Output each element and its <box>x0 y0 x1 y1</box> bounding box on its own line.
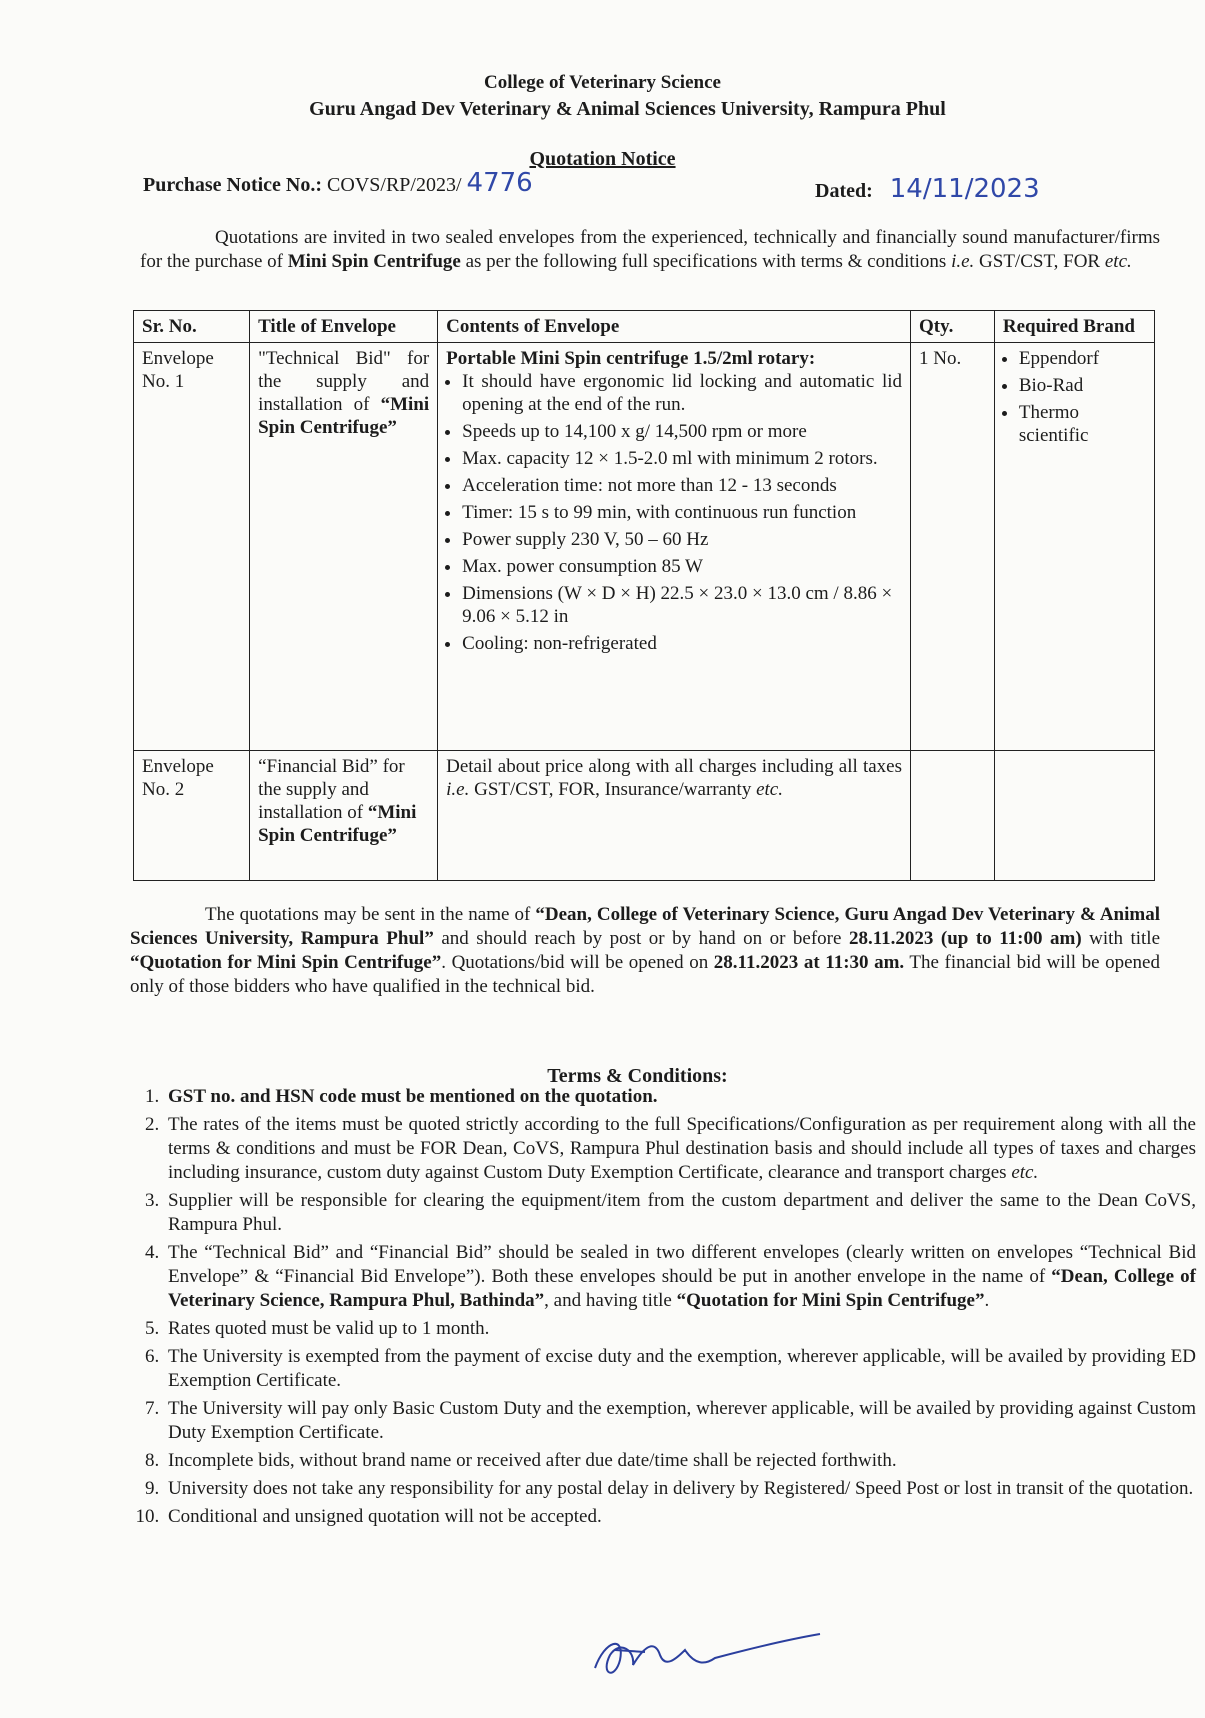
list-item: • Max. capacity 12 × 1.5-2.0 ml with minimum 2 rotors. <box>462 447 902 470</box>
table-header-row <box>134 311 1155 343</box>
para-text: The quotations may be sent in the name of <box>205 904 536 925</box>
list-item: 9. University does not take any responsibility for any postal delay in delivery by Registered/ Speed Post or lost in transit of the quotation. <box>164 1477 1196 1501</box>
row2-content-text-2: GST/CST, FOR, Insurance/warranty <box>469 779 757 800</box>
list-item: 3. Supplier will be responsible for clearing the equipment/item from the custom department and deliver the same to the Dean CoVS, Rampura Phul. <box>164 1189 1196 1237</box>
row2-content-text: Detail about price along with all charges including all taxes <box>446 756 903 777</box>
para-text-5: The financial bid will be opened only of those bidders who have qualified in the technical bid. <box>130 952 1160 997</box>
row2-sr: Envelope No. 2 <box>134 751 250 881</box>
list-item: • Cooling: non-refrigerated <box>462 632 902 655</box>
submission-paragraph <box>130 903 1160 999</box>
header-contents: Contents of Envelope <box>438 311 911 343</box>
row1-qty: 1 No. <box>911 343 995 751</box>
para-opening: 28.11.2023 at 11:30 am. <box>713 952 905 973</box>
para-text-3: with title <box>1081 928 1160 949</box>
date-line <box>815 174 1040 204</box>
list-item: 8. Incomplete bids, without brand name or received after due date/time shall be rejected forthwith. <box>164 1449 1196 1473</box>
row1-title <box>250 343 438 751</box>
row2-qty <box>911 751 995 881</box>
college-name: College of Veterinary Science <box>484 72 721 93</box>
university-name: Guru Angad Dev Veterinary & Animal Sciences University, Rampura Phul <box>309 98 946 120</box>
para-text-4: . Quotations/bid will be opened on <box>441 952 714 973</box>
list-item <box>164 1113 1196 1185</box>
list-item: • Max. power consumption 85 W <box>462 555 902 578</box>
row2-contents <box>438 751 911 881</box>
row1-brands <box>994 343 1154 751</box>
brand-list <box>1003 347 1146 447</box>
list-item: • Eppendorf <box>1019 347 1146 370</box>
intro-ie: i.e. <box>951 251 975 272</box>
terms-title: Terms & Conditions: <box>547 1065 728 1087</box>
specification-table <box>133 310 1155 881</box>
list-item: • Thermo scientific <box>1019 401 1146 447</box>
list-item: 5. Rates quoted must be valid up to 1 month. <box>164 1317 1196 1341</box>
list-item <box>164 1241 1196 1313</box>
row1-content-heading: Portable Mini Spin centrifuge 1.5/2ml rotary: <box>446 348 816 369</box>
handwritten-notice-number: 4776 <box>466 168 533 198</box>
term-1: GST no. and HSN code must be mentioned on the quotation. <box>168 1086 658 1107</box>
row1-sr: Envelope No. 1 <box>134 343 250 751</box>
header-qty: Qty. <box>911 311 995 343</box>
term-4: The “Technical Bid” and “Financial Bid” should be sealed in two different envelopes (clearly written on envelopes “Technical Bid Envelope” & “Financial Bid Envelope”). Both these envelopes should be put in another envelope in the name of <box>168 1242 1196 1287</box>
spec-list <box>446 370 902 655</box>
header-brand: Required Brand <box>994 311 1154 343</box>
list-item: • Power supply 230 V, 50 – 60 Hz <box>462 528 902 551</box>
letterhead <box>0 70 1205 122</box>
intro-etc: etc. <box>1104 251 1132 272</box>
row1-title-text: "Technical Bid" for the supply and installation of <box>258 348 430 415</box>
term-4-end: . <box>984 1290 990 1311</box>
row2-etc: etc. <box>756 779 783 800</box>
list-item: • Timer: 15 s to 99 min, with continuous run function <box>462 501 902 524</box>
list-item: • Bio-Rad <box>1019 374 1146 397</box>
terms-list <box>128 1085 1196 1533</box>
row2-title <box>250 751 438 881</box>
para-deadline: 28.11.2023 (up to 11:00 am) <box>848 928 1082 949</box>
para-quote-title: “Quotation for Mini Spin Centrifuge” <box>130 952 442 973</box>
term-4-addressee: “Dean, College of Veterinary Science, Rampura Phul, Bathinda” <box>168 1266 1196 1311</box>
para-addressee: “Dean, College of Veterinary Science, Guru Angad Dev Veterinary & Animal Sciences University, Rampura Phul” <box>130 904 1160 949</box>
intro-text-2: as per the following full specifications with terms & conditions <box>460 251 952 272</box>
term-2-etc: etc. <box>1011 1162 1039 1183</box>
intro-paragraph <box>140 226 1160 274</box>
table-row <box>134 343 1155 751</box>
table-row <box>134 751 1155 881</box>
list-item <box>164 1085 1196 1109</box>
row1-title-item: “Mini Spin Centrifuge” <box>258 394 430 438</box>
row2-title-text: “Financial Bid” for the supply and installation of <box>258 756 405 823</box>
list-item: • Speeds up to 14,100 x g/ 14,500 rpm or more <box>462 420 902 443</box>
purchase-notice-label: Purchase Notice No.: <box>143 174 323 196</box>
intro-text-3: GST/CST, FOR <box>974 251 1105 272</box>
item-name: Mini Spin Centrifuge <box>287 251 461 272</box>
list-item: • Dimensions (W × D × H) 22.5 × 23.0 × 13.0 cm / 8.86 × 9.06 × 5.12 in <box>462 582 902 628</box>
signature-icon <box>585 1620 825 1690</box>
dated-label: Dated: <box>815 180 873 202</box>
term-4-text: , and having title <box>544 1290 677 1311</box>
row2-brands <box>994 751 1154 881</box>
list-item: • Acceleration time: not more than 12 - 13 seconds <box>462 474 902 497</box>
list-item: • It should have ergonomic lid locking and automatic lid opening at the end of the run. <box>462 370 902 416</box>
notice-title: Quotation Notice <box>529 148 676 170</box>
term-2: The rates of the items must be quoted strictly according to the full Specifications/Configuration as per requirement along with all the terms & conditions and must be FOR Dean, CoVS, Rampura Phul destination basis and should include all types of taxes and charges including insurance, custom duty against Custom Duty Exemption Certificate, clearance and transport charges <box>168 1114 1196 1183</box>
row1-contents <box>438 343 911 751</box>
para-text-2: and should reach by post or by hand on or before <box>433 928 849 949</box>
row2-ie: i.e. <box>446 779 470 800</box>
intro-text: Quotations are invited in two sealed envelopes from the experienced, technically and financially sound manufacturer/firms for the purchase of <box>140 227 1160 272</box>
purchase-notice-number <box>143 168 533 198</box>
list-item: 7. The University will pay only Basic Custom Duty and the exemption, wherever applicable, will be availed by providing against Custom Duty Exemption Certificate. <box>164 1397 1196 1445</box>
header-sr-no: Sr. No. <box>134 311 250 343</box>
row2-title-item: “Mini Spin Centrifuge” <box>258 802 417 846</box>
term-4-title: “Quotation for Mini Spin Centrifuge” <box>676 1290 985 1311</box>
handwritten-date: 14/11/2023 <box>889 174 1040 204</box>
list-item: 6. The University is exempted from the payment of excise duty and the exemption, wherever applicable, will be availed by providing ED Exemption Certificate. <box>164 1345 1196 1393</box>
list-item: 10. Conditional and unsigned quotation will not be accepted. <box>164 1505 1196 1529</box>
purchase-notice-prefix: COVS/RP/2023/ <box>327 174 462 196</box>
header-title: Title of Envelope <box>250 311 438 343</box>
